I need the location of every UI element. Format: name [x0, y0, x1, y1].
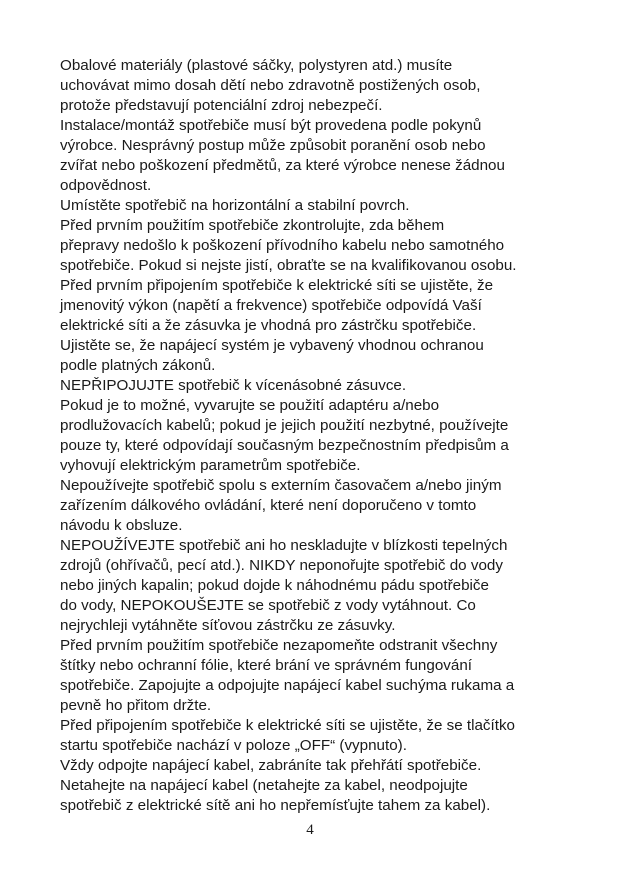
text-line: Vždy odpojte napájecí kabel, zabráníte tak přehřátí spotřebiče. — [60, 757, 482, 774]
text-line: startu spotřebiče nachází v poloze „OFF“ (vypnuto). — [60, 737, 407, 754]
text-line: Nepoužívejte spotřebič spolu s externím časovačem a/nebo jiným — [60, 477, 502, 494]
text-line: protože představují potenciální zdroj nebezpečí. — [60, 97, 383, 114]
text-line: prodlužovacích kabelů; pokud je jejich použití nezbytné, používejte — [60, 417, 509, 434]
text-line: Pokud je to možné, vyvarujte se použití adaptéru a/nebo — [60, 397, 440, 414]
text-line: jmenovitý výkon (napětí a frekvence) spotřebiče odpovídá Vaší — [60, 297, 482, 314]
text-line: podle platných zákonů. — [60, 357, 216, 374]
text-line: pevně ho přitom držte. — [60, 697, 212, 714]
text-line: nejrychleji vytáhněte síťovou zástrčku ze zásuvky. — [60, 617, 396, 634]
text-line: odpovědnost. — [60, 177, 152, 194]
text-line: Před prvním použitím spotřebiče zkontrolujte, zda během — [60, 217, 445, 234]
text-line: NEPŘIPOJUJTE spotřebič k vícenásobné zásuvce. — [60, 377, 407, 394]
text-line: nebo jiných kapalin; pokud dojde k náhodnému pádu spotřebiče — [60, 577, 489, 594]
text-line: štítky nebo ochranní fólie, které brání ve správném fungování — [60, 657, 472, 674]
text-line: Před prvním připojením spotřebiče k elektrické síti se ujistěte, že — [60, 277, 494, 294]
text-line: Před prvním použitím spotřebiče nezapomeňte odstranit všechny — [60, 637, 498, 654]
text-line: návodu k obsluze. — [60, 517, 183, 534]
text-line: Instalace/montáž spotřebiče musí být provedena podle pokynů — [60, 117, 482, 134]
page-body-text — [60, 56, 580, 816]
text-line: NEPOUŽÍVEJTE spotřebič ani ho neskladujte v blízkosti tepelných — [60, 537, 508, 554]
text-line: elektrické síti a že zásuvka je vhodná pro zástrčku spotřebiče. — [60, 317, 477, 334]
text-line: Ujistěte se, že napájecí systém je vybavený vhodnou ochranou — [60, 337, 484, 354]
text-line: spotřebiče. Zapojujte a odpojujte napájecí kabel suchýma rukama a — [60, 677, 515, 694]
text-line: zdrojů (ohřívačů, pecí atd.). NIKDY neponořujte spotřebič do vody — [60, 557, 503, 574]
text-line: Obalové materiály (plastové sáčky, polystyren atd.) musíte — [60, 57, 453, 74]
text-line: zvířat nebo poškození předmětů, za které výrobce nenese žádnou — [60, 157, 505, 174]
text-line: spotřebič z elektrické sítě ani ho nepřemísťujte tahem za kabel). — [60, 797, 491, 814]
text-line: výrobce. Nesprávný postup může způsobit poranění osob nebo — [60, 137, 486, 154]
text-line: pouze ty, které odpovídají současným bezpečnostním předpisům a — [60, 437, 509, 454]
text-line: Před připojením spotřebiče k elektrické síti se ujistěte, že se tlačítko — [60, 717, 515, 734]
text-line: zařízením dálkového ovládání, které není doporučeno v tomto — [60, 497, 477, 514]
page-number: 4 — [306, 822, 314, 838]
text-line: Netahejte na napájecí kabel (netahejte za kabel, neodpojujte — [60, 777, 468, 794]
text-line: spotřebiče. Pokud si nejste jistí, obraťte se na kvalifikovanou osobu. — [60, 257, 517, 274]
text-line: do vody, NEPOKOUŠEJTE se spotřebič z vody vytáhnout. Co — [60, 597, 476, 614]
text-line: Umístěte spotřebič na horizontální a stabilní povrch. — [60, 197, 410, 214]
text-line: vyhovují elektrickým parametrům spotřebiče. — [60, 457, 361, 474]
text-line: uchovávat mimo dosah dětí nebo zdravotně postižených osob, — [60, 77, 481, 94]
text-line: přepravy nedošlo k poškození přívodního kabelu nebo samotného — [60, 237, 505, 254]
